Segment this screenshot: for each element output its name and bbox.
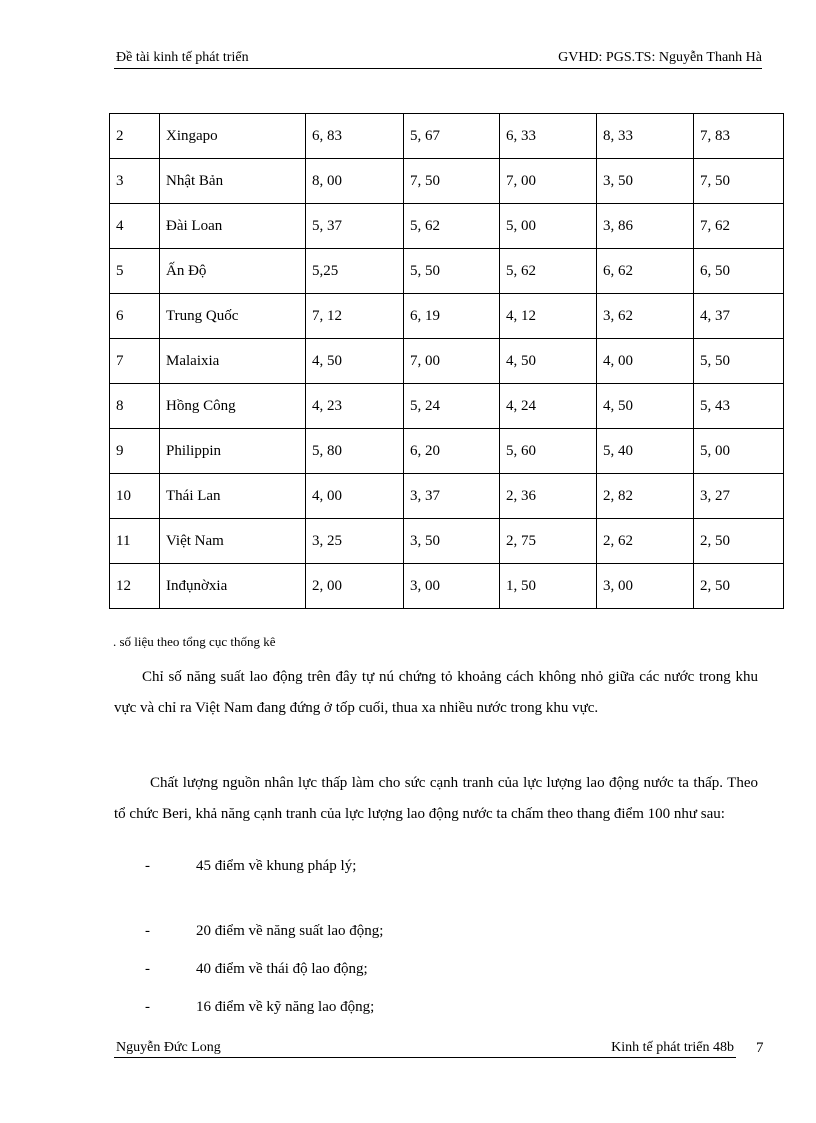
row-number-cell: 2 [110,114,160,159]
value-cell: 7, 00 [500,159,597,204]
country-cell: Đài Loan [160,204,306,249]
row-number-cell: 6 [110,294,160,339]
bullet-item [0,961,816,983]
value-cell: 3, 25 [306,519,404,564]
table-row [110,249,784,294]
footer-author: Nguyễn Đức Long [116,1040,221,1055]
value-cell: 5, 50 [694,339,784,384]
header-advisor: GVHD: PGS.TS: Nguyễn Thanh Hà [558,50,762,65]
value-cell: 8, 00 [306,159,404,204]
table-row [110,519,784,564]
page-number: 7 [756,1040,764,1056]
row-number-cell: 10 [110,474,160,519]
bullet-dash: - [145,858,150,874]
value-cell: 3, 00 [597,564,694,609]
value-cell: 5, 62 [404,204,500,249]
country-cell: Nhật Bản [160,159,306,204]
value-cell: 2, 00 [306,564,404,609]
value-cell: 5, 24 [404,384,500,429]
value-cell: 5, 00 [500,204,597,249]
value-cell: 8, 33 [597,114,694,159]
productivity-table [109,113,784,609]
value-cell: 2, 36 [500,474,597,519]
value-cell: 5, 60 [500,429,597,474]
value-cell: 2, 50 [694,519,784,564]
value-cell: 2, 75 [500,519,597,564]
source-note: . số liệu theo tổng cục thống kê [113,634,276,649]
value-cell: 6, 50 [694,249,784,294]
value-cell: 4, 50 [597,384,694,429]
value-cell: 2, 82 [597,474,694,519]
value-cell: 7, 62 [694,204,784,249]
value-cell: 5, 40 [597,429,694,474]
value-cell: 4, 00 [306,474,404,519]
country-cell: Thái Lan [160,474,306,519]
value-cell: 6, 20 [404,429,500,474]
row-number-cell: 7 [110,339,160,384]
bullet-dash: - [145,961,150,977]
header-title: Đề tài kinh tế phát triển [116,50,249,65]
row-number-cell: 12 [110,564,160,609]
bullet-text: 20 điểm về năng suất lao động; [196,923,384,939]
table-row [110,159,784,204]
value-cell: 5, 00 [694,429,784,474]
value-cell: 3, 86 [597,204,694,249]
table-row [110,114,784,159]
footer-course: Kinh tế phát triển 48b [611,1040,734,1055]
value-cell: 3, 50 [597,159,694,204]
country-cell: Inđụnờxia [160,564,306,609]
country-cell: Malaixia [160,339,306,384]
value-cell: 4, 24 [500,384,597,429]
row-number-cell: 8 [110,384,160,429]
value-cell: 5, 43 [694,384,784,429]
value-cell: 7, 83 [694,114,784,159]
row-number-cell: 11 [110,519,160,564]
table-row [110,339,784,384]
page-header [114,50,762,69]
table-row [110,294,784,339]
bullet-text: 45 điểm về khung pháp lý; [196,858,357,874]
bullet-item [0,858,816,880]
value-cell: 2, 50 [694,564,784,609]
bullet-text: 16 điểm về kỹ năng lao động; [196,999,375,1015]
value-cell: 5, 80 [306,429,404,474]
value-cell: 5,25 [306,249,404,294]
paragraph-productivity: Chỉ số năng suất lao động trên đây tự nú chứng tỏ khoảng cách không nhỏ giữa các nước trong khu vực và chỉ ra Việt Nam đang đứng ở tốp cuối, thua xa nhiều nước trong khu vực. [114,669,758,716]
value-cell: 7, 50 [694,159,784,204]
value-cell: 3, 62 [597,294,694,339]
country-cell: Trung Quốc [160,294,306,339]
value-cell: 4, 50 [306,339,404,384]
bullet-dash: - [145,923,150,939]
row-number-cell: 3 [110,159,160,204]
value-cell: 5, 37 [306,204,404,249]
table-row [110,384,784,429]
value-cell: 4, 37 [694,294,784,339]
bullet-dash: - [145,999,150,1015]
country-cell: Hồng Công [160,384,306,429]
value-cell: 1, 50 [500,564,597,609]
value-cell: 5, 50 [404,249,500,294]
page-footer [114,1040,736,1058]
value-cell: 7, 00 [404,339,500,384]
value-cell: 6, 33 [500,114,597,159]
value-cell: 4, 50 [500,339,597,384]
value-cell: 3, 37 [404,474,500,519]
country-cell: Ấn Độ [160,249,306,294]
paragraph-competitiveness: Chất lượng nguồn nhân lực thấp làm cho sức cạnh tranh của lực lượng lao động nước ta thấp. Theo tổ chức Beri, khả năng cạnh tranh của lực lượng lao động nước ta chấm theo thang điểm 100 như sau: [114,775,758,822]
value-cell: 3, 00 [404,564,500,609]
table-row [110,429,784,474]
table-row [110,204,784,249]
value-cell: 4, 12 [500,294,597,339]
value-cell: 6, 83 [306,114,404,159]
country-cell: Xingapo [160,114,306,159]
value-cell: 6, 19 [404,294,500,339]
value-cell: 7, 50 [404,159,500,204]
value-cell: 3, 50 [404,519,500,564]
bullet-text: 40 điểm về thái độ lao động; [196,961,368,977]
row-number-cell: 4 [110,204,160,249]
country-cell: Việt Nam [160,519,306,564]
value-cell: 3, 27 [694,474,784,519]
value-cell: 5, 62 [500,249,597,294]
country-cell: Philippin [160,429,306,474]
value-cell: 2, 62 [597,519,694,564]
bullet-item [0,999,816,1021]
row-number-cell: 9 [110,429,160,474]
value-cell: 4, 00 [597,339,694,384]
table-row [110,474,784,519]
value-cell: 5, 67 [404,114,500,159]
bullet-item [0,923,816,945]
value-cell: 7, 12 [306,294,404,339]
value-cell: 4, 23 [306,384,404,429]
value-cell: 6, 62 [597,249,694,294]
row-number-cell: 5 [110,249,160,294]
table-row [110,564,784,609]
